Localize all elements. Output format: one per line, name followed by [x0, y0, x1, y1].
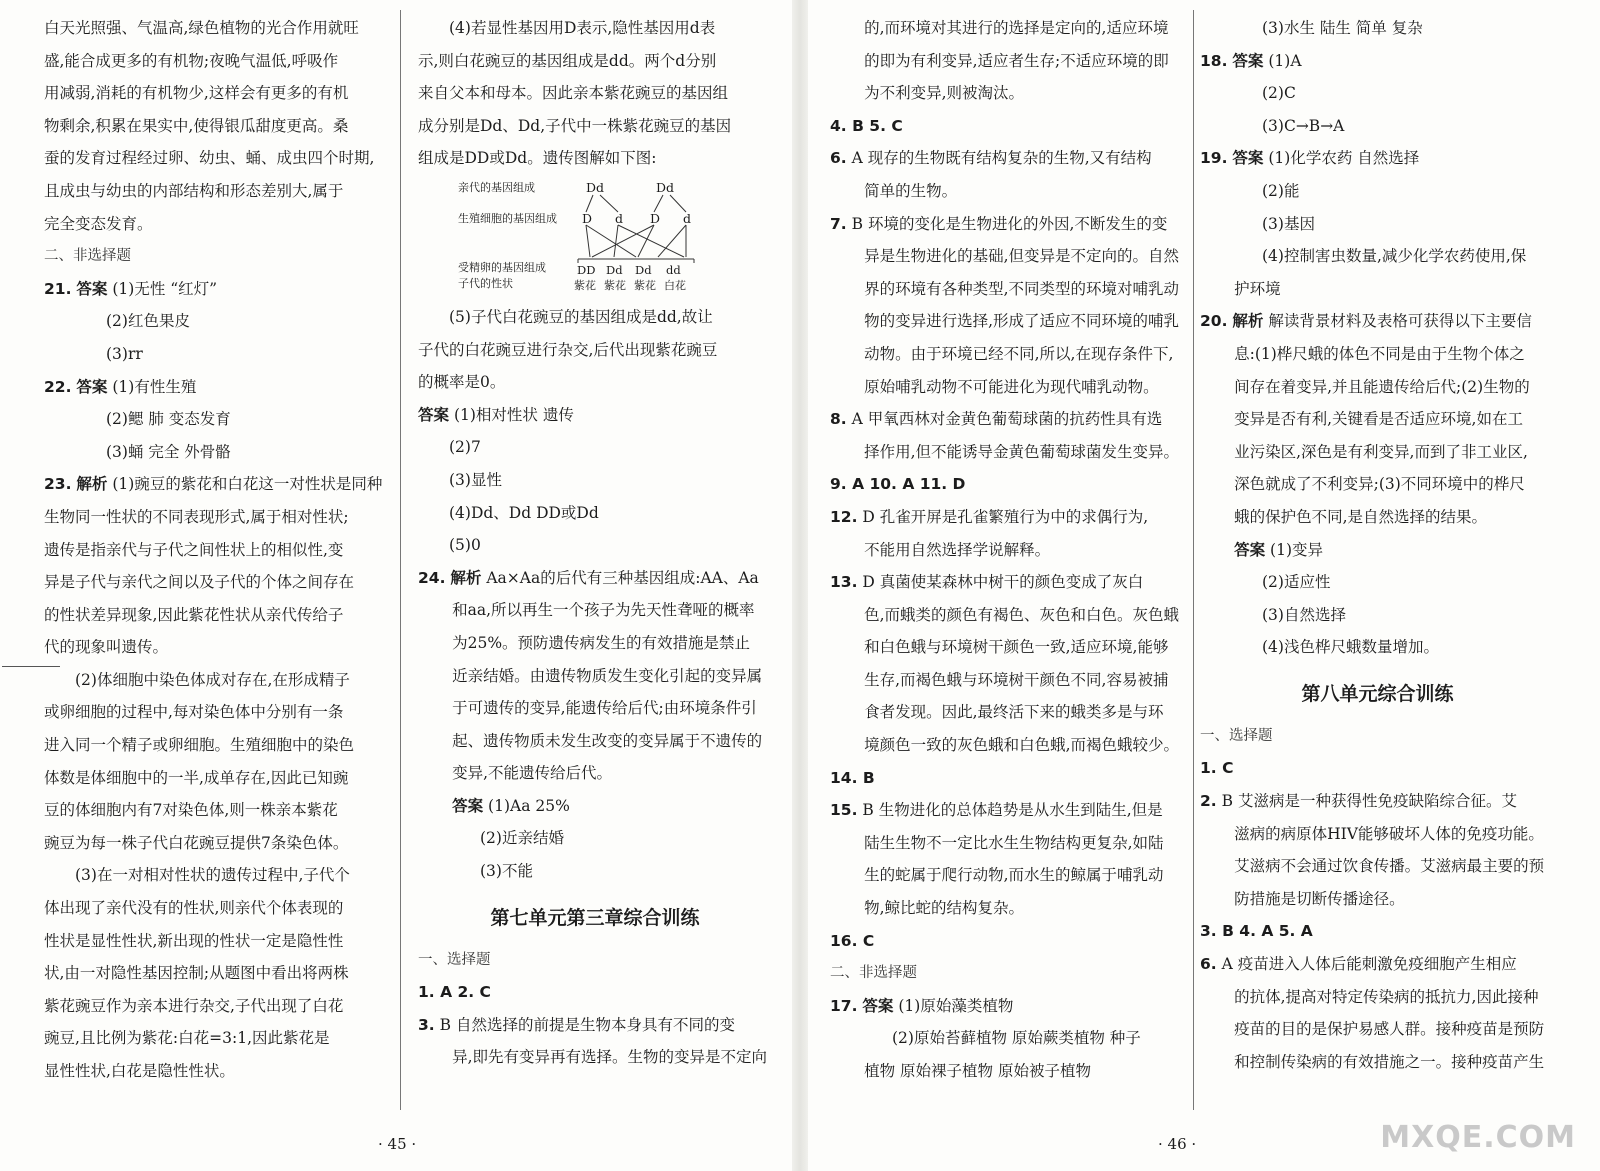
text-line: 紫花豌豆作为亲本进行杂交,子代出现了白花: [44, 996, 344, 1015]
text-line: 异,即先有变异再有选择。生物的变异是不定向: [452, 1048, 768, 1067]
question-7: [830, 208, 1185, 241]
diagram-row-label: 受精卵的基因组成: [458, 260, 546, 274]
answer-text: (2)近亲结婚: [480, 829, 564, 848]
text-line: 且成虫与幼虫的内部结构和形态差别大,属于: [44, 181, 344, 200]
text-line: 为25%。预防遗传病发生的有效措施是禁止: [452, 633, 751, 652]
question-number: 13.: [830, 573, 858, 592]
question-answers: 1. C: [1200, 759, 1234, 778]
question-number: 3.: [418, 1015, 435, 1034]
analysis-text: (1)豌豆的紫花和白花这一对性状是同种: [112, 475, 383, 494]
text-line: 深色就成了不利变异;(3)不同环境中的桦尺: [1234, 475, 1525, 494]
parent-genotype: Dd: [586, 179, 605, 195]
answer-text: (4)Dd、Dd DD或Dd: [449, 503, 599, 522]
text-line: 近亲结婚。由遗传物质发生变化引起的变异属: [452, 666, 763, 685]
section-title: 二、非选择题: [44, 248, 131, 265]
text-line: 体数是体细胞中的一半,成单存在,因此已知豌: [44, 768, 349, 787]
text-line: 显性性状,白花是隐性性状。: [44, 1062, 235, 1080]
question-6: [830, 142, 1185, 175]
answer-text: (2)适应性: [1262, 573, 1331, 592]
text-line: 或卵细胞的过程中,每对染色体中分别有一条: [44, 703, 344, 722]
question-15: [830, 794, 1185, 827]
question-number: 23.: [44, 475, 72, 494]
question-2: [1200, 785, 1555, 818]
question-number: 19.: [1200, 149, 1228, 168]
text-line: 体出现了亲代没有的性状,则亲代个体表现的: [44, 899, 344, 918]
text-line: 食者发现。因此,最终活下来的蛾类多是与环: [864, 703, 1164, 722]
question-12: [830, 501, 1185, 534]
text-line: 择作用,但不能诱导金黄色葡萄球菌发生变异。: [864, 442, 1180, 461]
question-answers: 3. B 4. A 5. A: [1200, 922, 1313, 941]
answer-text: (3)基因: [1262, 214, 1315, 233]
left-page-column-1: [44, 12, 384, 1088]
answer-text: (3)水生 陆生 简单 复杂: [1262, 19, 1423, 37]
text-line: 起、遗传物质未发生改变的变异属于不遗传的: [452, 731, 763, 750]
text-line: (5)子代白花豌豆的基因组成是dd,故让: [449, 307, 713, 326]
text-line: 动物。由于环境已经不同,所以,在现存条件下,: [864, 344, 1174, 363]
zygote-genotype: Dd: [606, 262, 623, 277]
zygote-genotype: dd: [666, 262, 681, 277]
question-number: 22.: [44, 377, 72, 396]
text-line: 示,则白花豌豆的基因组成是dd。两个d分别: [418, 51, 717, 70]
text-line: 组成是DD或Dd。遗传图解如下图:: [418, 149, 657, 168]
genetic-cross-diagram: [458, 177, 758, 295]
text-line: 物剩余,积累在果实中,使得银瓜甜度更高。桑: [44, 116, 349, 135]
answer-tag: 答案: [76, 377, 108, 396]
offspring-trait: 紫花: [574, 278, 596, 292]
text-line: 豌豆为每一株子代白花豌豆提供7条染色体。: [44, 833, 349, 852]
text-line: 疫苗的目的是保护易感人群。接种疫苗是预防: [1234, 1020, 1545, 1039]
chapter-heading: 第七单元第三章综合训练: [490, 906, 700, 929]
answer-text: (2)能: [1262, 181, 1300, 200]
text-line: (3)在一对相对性状的遗传过程中,子代个: [75, 866, 350, 885]
answer-text: (4)控制害虫数量,减少化学农药使用,保: [1262, 247, 1527, 266]
text-line: 间存在着变异,并且能遗传给后代;(2)生物的: [1234, 377, 1530, 396]
text-line: 性状是显性性状,新出现的性状一定是隐性性: [44, 931, 344, 950]
text-line: 完全变态发育。: [44, 214, 153, 233]
question-answers: 9. A 10. A 11. D: [830, 475, 966, 494]
answer-text: (3)不能: [480, 862, 533, 881]
text-line: 境颜色一致的灰色蛾和白色蛾,而褐色蛾较少。: [864, 736, 1180, 755]
text-line: 盛,能合成更多的有机物;夜晚气温低,呼吸作: [44, 51, 339, 70]
text-line: 原始哺乳动物不可能进化为现代哺乳动物。: [864, 377, 1159, 396]
analysis-text: B 环境的变化是生物进化的外因,不断发生的变: [851, 214, 1168, 233]
analysis-text: Aa×Aa的后代有三种基因组成:AA、Aa: [486, 568, 759, 587]
page-number: · 45 ·: [378, 1135, 417, 1153]
analysis-text: D 真菌使某森林中树干的颜色变成了灰白: [862, 573, 1144, 592]
offspring-trait: 白花: [664, 278, 686, 292]
text-line: 的性状差异现象,因此紫花性状从亲代传给子: [44, 605, 344, 624]
text-line: 状,由一对隐性基因控制;从题图中看出将两株: [44, 964, 349, 983]
text-line: 蛾的保护色不同,是自然选择的结果。: [1234, 507, 1488, 526]
text-line: 陆生生物不一定比水生生物结构更复杂,如陆: [864, 833, 1164, 852]
text-line: 豆的体细胞内有7对染色体,则一株亲本紫花: [44, 801, 338, 820]
answer-tag: 答案: [452, 796, 484, 815]
text-line: 遗传是指亲代与子代之间性状上的相似性,变: [44, 540, 344, 559]
text-line: 为不利变异,则被淘汰。: [864, 84, 1025, 103]
text-line: (2)体细胞中染色体成对存在,在形成精子: [75, 670, 350, 689]
answer-text: (2)C: [1262, 84, 1296, 103]
text-line: 和控制传染病的有效措施之一。接种疫苗产生: [1234, 1052, 1545, 1071]
question-3: [418, 1009, 772, 1042]
answer-text: (3)C→B→A: [1262, 116, 1345, 135]
answer-tag: 答案: [1232, 51, 1264, 70]
answer-text: (2)鳃 肺 变态发育: [106, 410, 231, 429]
answer-text: (2)原始苔藓植物 原始蕨类植物 种子: [892, 1029, 1141, 1048]
analysis-tag: 解析: [450, 568, 482, 587]
analysis-tag: 解析: [1232, 312, 1264, 331]
chapter-heading: 第八单元综合训练: [1301, 682, 1454, 705]
answer-text: (1)有性生殖: [112, 377, 197, 396]
question-24: [418, 562, 772, 595]
zygote-genotype: DD: [577, 262, 596, 277]
diagram-row-label: 子代的性状: [458, 276, 513, 290]
analysis-text: A 疫苗进入人体后能刺激免疫细胞产生相应: [1221, 955, 1517, 974]
answer-text: (3)自然选择: [1262, 605, 1346, 624]
text-line: 息:(1)桦尺蛾的体色不同是由于生物个体之: [1234, 344, 1525, 363]
answer-text: (5)0: [449, 536, 481, 555]
diagram-row-label: 生殖细胞的基因组成: [458, 211, 557, 225]
text-line: 来自父本和母本。因此亲本紫花豌豆的基因组: [418, 84, 729, 103]
text-line: 界的环境有各种类型,不同类型的环境对哺乳动: [864, 279, 1180, 298]
question-number: 21.: [44, 279, 72, 298]
answer-tag: 答案: [76, 279, 108, 298]
offspring-trait: 紫花: [634, 278, 656, 292]
right-page-column-2: [1200, 12, 1555, 1078]
gamete: d: [683, 210, 692, 226]
column-divider: [400, 10, 401, 1110]
text-line: 进入同一个精子或卵细胞。生殖细胞中的染色: [44, 736, 355, 755]
text-line: 业污染区,深色是有利变异,而到了非工业区,: [1234, 442, 1528, 461]
text-line: 异是生物进化的基础,但变异是不定向的。自然: [864, 247, 1180, 266]
question-number: 2.: [1200, 792, 1217, 811]
text-line: 变异是否有利,关键看是否适应环境,如在工: [1234, 410, 1523, 429]
left-page-column-2: [418, 12, 772, 1074]
answer-text: (4)浅色桦尺蛾数量增加。: [1262, 638, 1439, 657]
text-line: 不能用自然选择学说解释。: [864, 540, 1051, 559]
answer-text: (1)无性 “红灯”: [112, 279, 218, 298]
text-line: 蚕的发育过程经过卵、幼虫、蛹、成虫四个时期,: [44, 149, 375, 168]
diagram-row-label: 亲代的基因组成: [458, 180, 535, 194]
text-line: 滋病的病原体HIV能够破坏人体的免疫功能。: [1234, 824, 1544, 843]
question-number: 18.: [1200, 51, 1228, 70]
answer-text: (1)变异: [1270, 540, 1324, 559]
text-line: 的概率是0。: [418, 373, 506, 392]
question-answers: 4. B 5. C: [830, 116, 903, 135]
answer-text: 植物 原始裸子植物 原始被子植物: [864, 1062, 1091, 1080]
answer-tag: 答案: [862, 996, 894, 1015]
column-divider: [1193, 10, 1194, 1110]
text-line: 变异,不能遗传给后代。: [452, 764, 613, 783]
text-line: 物的变异进行选择,形成了适应不同环境的哺乳: [864, 312, 1180, 331]
analysis-text: B 生物进化的总体趋势是从水生到陆生,但是: [862, 801, 1163, 820]
text-line: 子代的白花豌豆进行杂交,后代出现紫花豌豆: [418, 340, 718, 359]
question-number: 17.: [830, 996, 858, 1015]
answer-24: [418, 790, 772, 823]
text-line: (4)若显性基因用D表示,隐性基因用d表: [449, 19, 716, 37]
analysis-text: 解读背景材料及表格可获得以下主要信: [1268, 312, 1532, 331]
answer-text: (2)7: [449, 438, 481, 457]
question-21: [44, 273, 384, 306]
answer-text: (3)rr: [106, 344, 143, 363]
text-line: 生的蛇属于爬行动物,而水生的鲸属于哺乳动: [864, 866, 1164, 885]
answer-text: 护环境: [1234, 279, 1281, 298]
text-line: 色,而蛾类的颜色有褐色、灰色和白色。灰色蛾: [864, 605, 1180, 624]
analysis-text: D 孔雀开屏是孔雀繁殖行为中的求偶行为,: [862, 507, 1149, 526]
answer-text: (3)显性: [449, 470, 502, 489]
answer-text: (3)蛹 完全 外骨骼: [106, 442, 231, 461]
question-19: [1200, 142, 1555, 175]
answer-20: [1200, 534, 1555, 567]
analysis-text: B 艾滋病是一种获得性免疫缺陷综合征。艾: [1221, 792, 1517, 811]
book-gutter: [792, 0, 808, 1171]
text-line: 的,而环境对其进行的选择是定向的,适应环境: [864, 19, 1169, 37]
question-number: 15.: [830, 801, 858, 820]
section-title: 二、非选择题: [830, 965, 917, 982]
right-page: [808, 0, 1600, 1171]
answer-text: (1)原始藻类植物: [898, 996, 1014, 1015]
question-answers: 16. C: [830, 931, 875, 950]
right-page-column-1: [830, 12, 1185, 1088]
text-line: 防措施是切断传播途径。: [1234, 889, 1405, 908]
text-line: 用减弱,消耗的有机物少,这样会有更多的有机: [44, 84, 349, 103]
text-line: 白天光照强、气温高,绿色植物的光合作用就旺: [44, 19, 359, 37]
page-number: · 46 ·: [1158, 1135, 1197, 1153]
text-line: 的抗体,提高对特定传染病的抵抗力,因此接种: [1234, 987, 1539, 1006]
question-17: [830, 990, 1185, 1023]
answer-text: (1)A: [1268, 51, 1302, 70]
question-number: 6.: [830, 149, 847, 168]
gamete: d: [615, 210, 624, 226]
answer-tag: 答案: [418, 405, 450, 424]
text-line: 艾滋病不会通过饮食传播。艾滋病最主要的预: [1234, 857, 1545, 876]
analysis-tag: 解析: [76, 475, 108, 494]
question-number: 6.: [1200, 955, 1217, 974]
question-8: [830, 403, 1185, 436]
question-answers: 14. B: [830, 768, 875, 787]
question-answers: 1. A 2. C: [418, 983, 491, 1002]
question-22: [44, 371, 384, 404]
answer-23: [418, 399, 772, 432]
offspring-trait: 紫花: [604, 278, 626, 292]
left-page: [0, 0, 792, 1171]
question-number: 20.: [1200, 312, 1228, 331]
text-line: 代的现象叫遗传。: [44, 638, 169, 657]
answer-tag: 答案: [1232, 149, 1264, 168]
watermark-logo: MXQE.COM: [1380, 1120, 1576, 1155]
gamete: D: [650, 210, 661, 226]
text-line: 豌豆,且比例为紫花:白花=3:1,因此紫花是: [44, 1029, 330, 1048]
answer-text: (2)红色果皮: [106, 312, 190, 331]
zygote-genotype: Dd: [635, 262, 652, 277]
text-line: 的即为有利变异,适应者生存;不适应环境的即: [864, 51, 1169, 70]
parent-genotype: Dd: [656, 179, 675, 195]
question-23: [44, 468, 384, 501]
question-20: [1200, 305, 1555, 338]
text-line: 生存,而褐色蛾与环境树干颜色不同,容易被捕: [864, 670, 1169, 689]
text-line: 物,鲸比蛇的结构复杂。: [864, 899, 1025, 918]
question-13: [830, 566, 1185, 599]
question-6: [1200, 948, 1555, 981]
gamete: D: [582, 210, 593, 226]
question-18: [1200, 45, 1555, 78]
answer-text: (1)Aa 25%: [488, 796, 570, 815]
answer-tag: 答案: [1234, 540, 1266, 559]
text-line: 于可遗传的变异,能遗传给后代;由环境条件引: [452, 699, 757, 718]
answer-text: (1)相对性状 遗传: [453, 405, 574, 424]
answer-text: (1)化学农药 自然选择: [1268, 149, 1420, 168]
question-number: 24.: [418, 568, 446, 587]
question-number: 8.: [830, 410, 847, 429]
analysis-text: A 现存的生物既有结构复杂的生物,又有结构: [851, 149, 1152, 168]
text-line: 成分别是Dd、Dd,子代中一株紫花豌豆的基因: [418, 116, 732, 135]
text-line: 和白色蛾与环境树干颜色一致,适应环境,能够: [864, 638, 1169, 657]
question-number: 7.: [830, 214, 847, 233]
analysis-text: B 自然选择的前提是生物本身具有不同的变: [439, 1015, 735, 1034]
text-line: 生物同一性状的不同表现形式,属于相对性状;: [44, 507, 349, 526]
section-title: 一、选择题: [418, 951, 491, 968]
text-line: 和aa,所以再生一个孩子为先天性聋哑的概率: [452, 601, 755, 620]
question-number: 12.: [830, 507, 858, 526]
text-line: 简单的生物。: [864, 181, 958, 200]
section-title: 一、选择题: [1200, 727, 1273, 744]
analysis-text: A 甲氧西林对金黄色葡萄球菌的抗药性具有选: [851, 410, 1163, 429]
text-line: 异是子代与亲代之间以及子代的个体之间存在: [44, 573, 355, 592]
